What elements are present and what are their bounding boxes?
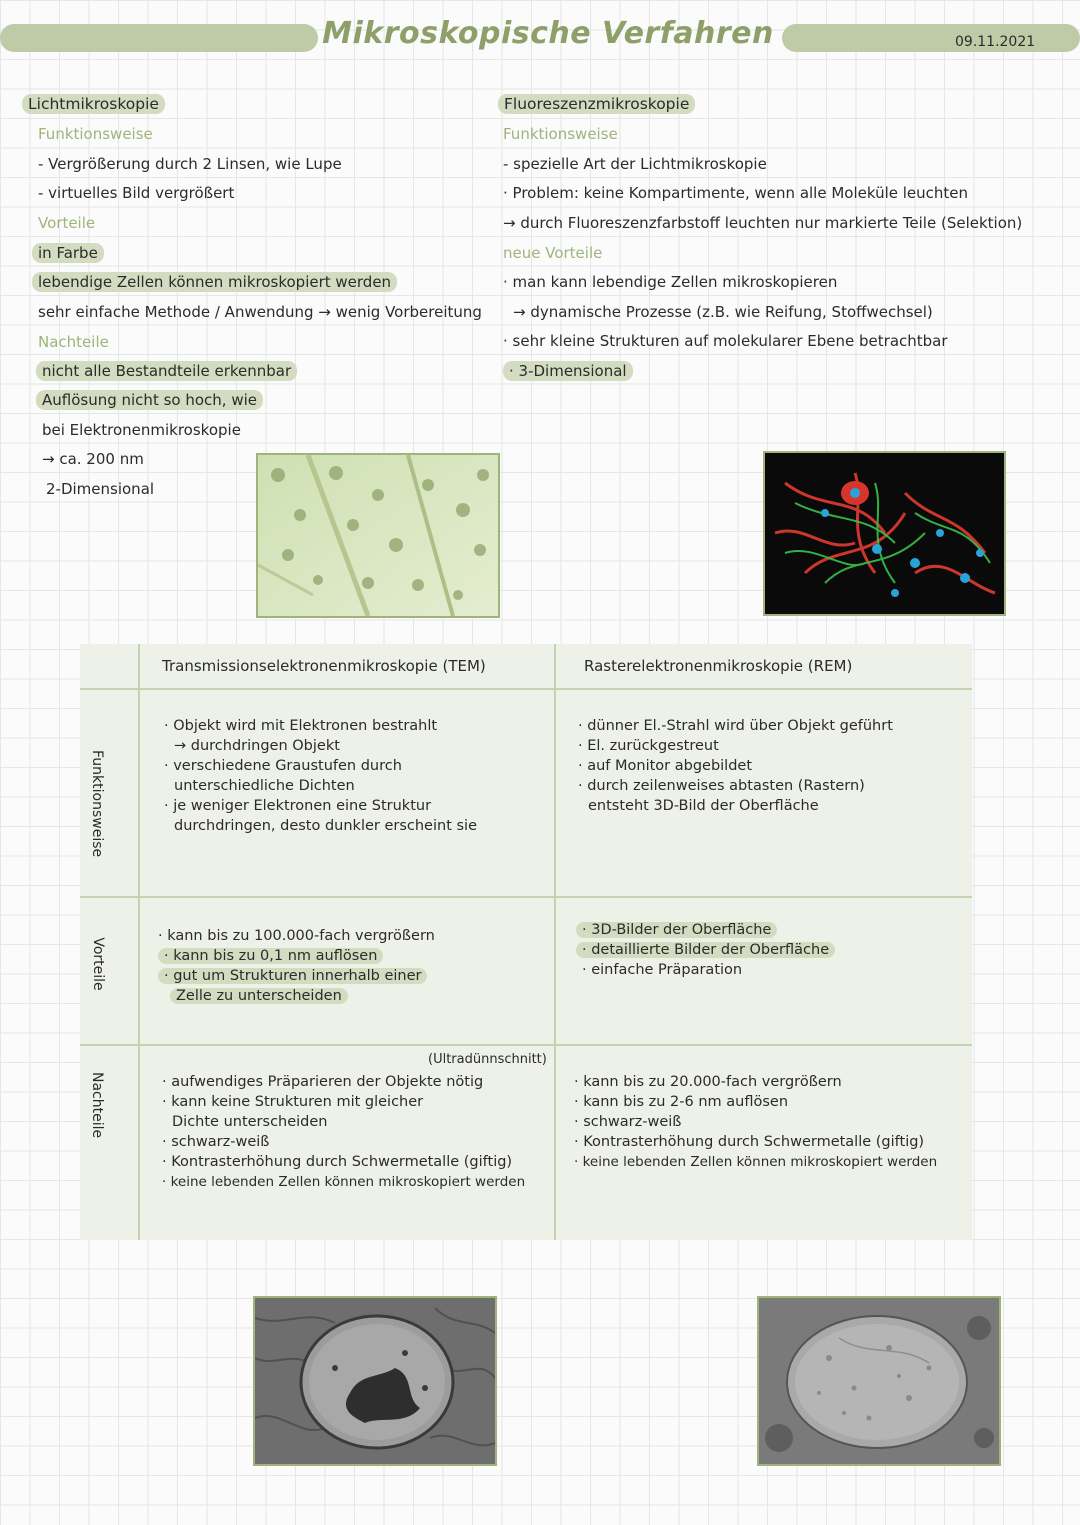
rem-how-3: · auf Monitor abgebildet [578,758,753,774]
rem-pro-1-text: · 3D-Bilder der Oberfläche [576,922,777,938]
header-bar-left [0,24,318,52]
light-con-3: bei Elektronenmikroskopie [42,421,241,439]
fluorescence-microscopy-photo [763,451,1006,616]
tem-how-6: durchdringen, desto dunkler erscheint sie [174,818,477,834]
light-how-2: - virtuelles Bild vergrößert [38,184,235,202]
plant-cells-image [258,455,498,616]
fluorescent-cells-image [765,453,1004,614]
rem-how-4: · durch zeilenweises abtasten (Rastern) [578,778,865,794]
light-con-4: → ca. 200 nm [42,450,144,468]
tem-con-1: · aufwendiges Präparieren der Objekte nötig [162,1074,484,1090]
tem-con-6: · keine lebenden Zellen können mikroskopiert werden [162,1174,526,1190]
light-con-5: 2-Dimensional [46,480,155,498]
table-col-divider-middle [554,644,556,1240]
light-cons-label: Nachteile [38,333,109,351]
light-pro-2: lebendige Zellen können mikroskopiert werden [32,272,397,292]
table-row-divider-how [80,896,972,898]
tem-how-5: · je weniger Elektronen eine Struktur [164,798,432,814]
row-label-cons: Nachteile [89,1072,105,1139]
fluor-pro-2: → dynamische Prozesse (z.B. wie Reifung, Stoffwechsel) [513,303,933,321]
fluor-how-2: · Problem: keine Kompartimente, wenn alle Moleküle leuchten [503,184,969,202]
tem-pro-1: · kann bis zu 100.000-fach vergrößern [158,928,435,944]
table-header-rem-label: Rasterelektronenmikroskopie (REM) [584,657,853,675]
tem-pro-2 [158,946,435,966]
light-pro-1: in Farbe [32,243,104,263]
fluor-how-3: → durch Fluoreszenzfarbstoff leuchten nur markierte Teile (Selektion) [503,214,1023,232]
tem-cons-note: (Ultradünnschnitt) [428,1052,547,1067]
rem-cell-image [759,1298,999,1464]
rem-pro-3: · einfache Präparation [582,962,743,978]
fluor-pro-1: · man kann lebendige Zellen mikroskopieren [503,273,838,291]
fluor-heading: Fluoreszenzmikroskopie [498,94,695,114]
tem-pro-3 [158,966,435,986]
light-how-1: - Vergrößerung durch 2 Linsen, wie Lupe [38,155,342,173]
tem-how-1: · Objekt wird mit Elektronen bestrahlt [164,718,438,734]
tem-pro-2-text: · kann bis zu 0,1 nm auflösen [158,948,383,964]
tem-pros-cell [158,926,435,1006]
tem-con-2: · kann keine Strukturen mit gleicher [162,1094,424,1110]
light-con-2: Auflösung nicht so hoch, wie [36,390,263,410]
tem-pro-4-text: Zelle zu unterscheiden [170,988,348,1004]
tem-how-cell [164,716,477,836]
table-header-tem [162,656,486,676]
rem-how-2: · El. zurückgestreut [578,738,719,754]
comparison-table [80,644,972,1240]
rem-con-2: · kann bis zu 2-6 nm auflösen [574,1094,789,1110]
rem-con-3: · schwarz-weiß [574,1114,682,1130]
rem-photo [757,1296,1001,1466]
light-con-1: nicht alle Bestandteile erkennbar [36,361,297,381]
tem-how-4: unterschiedliche Dichten [174,778,355,794]
rem-pro-2 [576,940,835,960]
light-microscopy-photo [256,453,500,618]
tem-how-2: → durchdringen Objekt [174,738,340,754]
table-header-rem [584,656,852,676]
page-title: Mikroskopische Verfahren [322,16,774,51]
table-col-divider-label [138,644,140,1240]
tem-how-3: · verschiedene Graustufen durch [164,758,402,774]
rem-con-5: · keine lebenden Zellen können mikroskopiert werden [574,1154,938,1170]
rem-pro-2-text: · detaillierte Bilder der Oberfläche [576,942,835,958]
fluor-pros-label: neue Vorteile [503,244,603,262]
tem-pro-3-text: · gut um Strukturen innerhalb einer [158,968,427,984]
fluor-how-1: - spezielle Art der Lichtmikroskopie [503,155,767,173]
rem-how-cell [578,716,893,816]
rem-how-5: entsteht 3D-Bild der Oberfläche [588,798,819,814]
fluor-how-label: Funktionsweise [503,125,618,143]
fluor-pro-4: · 3-Dimensional [503,361,633,381]
page-date: 09.11.2021 [955,34,1036,50]
row-label-pros: Vorteile [90,937,106,991]
rem-pros-cell [576,920,835,980]
tem-cons-cell [162,1072,525,1192]
row-label-how: Funktionsweise [89,750,105,858]
rem-how-1: · dünner El.-Strahl wird über Objekt geführt [578,718,893,734]
rem-con-1: · kann bis zu 20.000-fach vergrößern [574,1074,842,1090]
light-how-label: Funktionsweise [38,125,153,143]
rem-con-4: · Kontrasterhöhung durch Schwermetalle (giftig) [574,1134,925,1150]
tem-con-4: · schwarz-weiß [162,1134,270,1150]
fluor-pro-3: · sehr kleine Strukturen auf molekularer Ebene betrachtbar [503,332,948,350]
tem-photo [253,1296,497,1466]
rem-cons-cell [574,1072,937,1172]
table-row-divider-pros [80,1044,972,1046]
rem-pro-1 [576,920,835,940]
tem-con-5: · Kontrasterhöhung durch Schwermetalle (giftig) [162,1154,513,1170]
table-row-divider-header [80,688,972,690]
tem-cell-image [255,1298,495,1464]
light-pros-label: Vorteile [38,214,96,232]
light-pro-3: sehr einfache Methode / Anwendung → wenig Vorbereitung [38,303,482,321]
tem-con-3: Dichte unterscheiden [172,1114,328,1130]
light-heading: Lichtmikroskopie [22,94,165,114]
table-header-tem-label: Transmissionselektronenmikroskopie (TEM) [162,657,486,675]
tem-pro-4 [170,986,447,1006]
header-bar-right [782,24,1080,52]
